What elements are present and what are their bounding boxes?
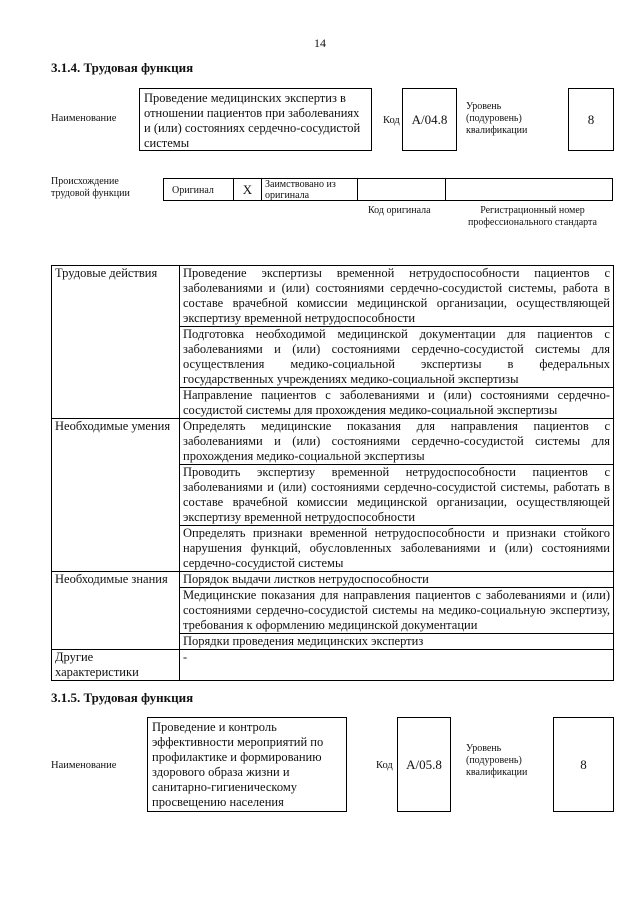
level-label: Уровень (подуровень) квалификации: [466, 101, 528, 136]
function-details-table: [51, 265, 614, 681]
row-content: Определять признаки временной нетрудоспособности и признаки стойкого нарушения функций, обусловленных заболеваниями и (или) состояниями сердечно-сосудистой системы: [180, 526, 614, 572]
level-value-box: 8: [568, 88, 614, 151]
row-content: Направление пациентов с заболеваниями и (или) состояниями сердечно-сосудистой системы для прохождения медико-социальной экспертизы: [180, 388, 614, 419]
page-number: 14: [314, 36, 326, 50]
name-label: Наименование: [51, 760, 117, 771]
table-row: [52, 465, 614, 526]
row-label: [52, 634, 180, 650]
reg-number-cell: [446, 179, 612, 200]
origin-label: Происхождение трудовой функции: [51, 176, 130, 199]
function-code-box: А/04.8: [402, 88, 457, 151]
row-label: Другие характеристики: [52, 650, 180, 681]
original-mark: X: [234, 179, 262, 200]
code-label: Код: [376, 760, 393, 771]
original-label: Оригинал: [164, 179, 234, 200]
code-original-caption: Код оригинала: [368, 205, 431, 216]
reg-number-caption: Регистрационный номер профессионального стандарта: [468, 205, 597, 228]
table-row: [52, 634, 614, 650]
function-code-box: А/05.8: [397, 717, 451, 812]
row-content: -: [180, 650, 614, 681]
table-row: [52, 419, 614, 465]
row-content: Медицинские показания для направления пациентов с заболеваниями и (или) состояниями сердечно-сосудистой системы на медико-социальную экспертизу, требования к оформлению медицинской документации: [180, 588, 614, 634]
code-original-cell: [358, 179, 446, 200]
row-label: [52, 588, 180, 634]
function-name-box: Проведение медицинских экспертиз в отношении пациентов при заболеваниях и (или) состояниях сердечно-сосудистой системы: [139, 88, 372, 151]
row-label: Необходимые знания: [52, 572, 180, 588]
row-content: Подготовка необходимой медицинской документации для пациентов с заболеваниями и (или) состояниями сердечно-сосудистой системы для осуществления медико-социальной экспертизы в федеральных государственных учреждениях медико-социальной экспертизы: [180, 327, 614, 388]
code-label: Код: [383, 115, 400, 126]
row-content: Порядки проведения медицинских экспертиз: [180, 634, 614, 650]
row-label: Необходимые умения: [52, 419, 180, 465]
level-value-box: 8: [553, 717, 614, 812]
row-label: [52, 388, 180, 419]
row-content: Проводить экспертизу временной нетрудоспособности пациентов с заболеваниями и (или) состояниями сердечно-сосудистой системы, работать в составе врачебной комиссии медицинской организации, осуществляющей экспертизу временной нетрудоспособности: [180, 465, 614, 526]
table-row: [52, 327, 614, 388]
row-label: [52, 526, 180, 572]
borrowed-label: Заимствовано из оригинала: [262, 179, 358, 200]
table-row: [52, 588, 614, 634]
name-label: Наименование: [51, 113, 117, 124]
table-row: [52, 526, 614, 572]
level-label: Уровень (подуровень) квалификации: [466, 743, 528, 778]
row-label: Трудовые действия: [52, 266, 180, 327]
row-content: Порядок выдачи листков нетрудоспособности: [180, 572, 614, 588]
row-content: Проведение экспертизы временной нетрудоспособности пациентов с заболеваниями и (или) состояниями сердечно-сосудистой системы, работа в составе врачебной комиссии медицинской организации, осуществляющей экспертизу временной нетрудоспособности: [180, 266, 614, 327]
row-label: [52, 327, 180, 388]
table-row: [52, 388, 614, 419]
row-content: Определять медицинские показания для направления пациентов с заболеваниями и (или) состояниями сердечно-сосудистой системы для прохождения медико-социальной экспертизы: [180, 419, 614, 465]
row-label: [52, 465, 180, 526]
table-row: [52, 266, 614, 327]
origin-row: [163, 178, 613, 201]
function-name-box: Проведение и контроль эффективности мероприятий по профилактике и формированию здорового образа жизни и санитарно-гигиеническому просвещению населения: [147, 717, 347, 812]
table-row: [52, 572, 614, 588]
section-title-3-1-4: 3.1.4. Трудовая функция: [51, 60, 194, 75]
table-row: [52, 650, 614, 681]
section-title-3-1-5: 3.1.5. Трудовая функция: [51, 690, 194, 705]
